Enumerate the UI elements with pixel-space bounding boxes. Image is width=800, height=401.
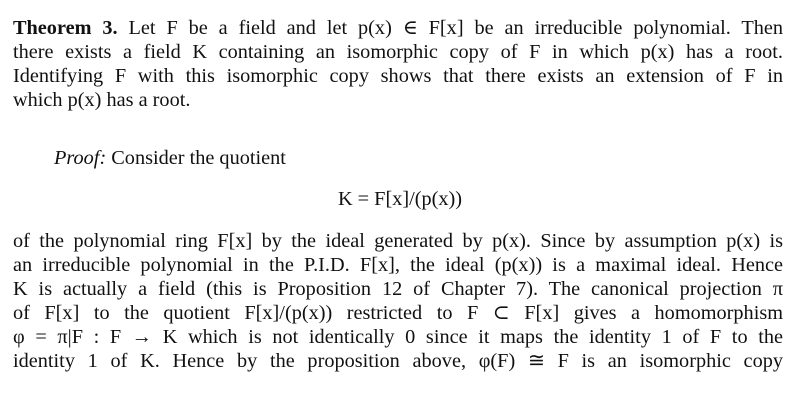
proof-line-5: φ = π|F : F → K which is not identically 0 since it maps the identity 1 of F to the (13, 326, 783, 348)
proof-line-6: identity 1 of K. Hence by the proposition above, φ(F) ≅ F is an isomorphic copy (13, 350, 783, 372)
theorem-line-2: there exists a field K containing an isomorphic copy of F in which p(x) has a root. (13, 41, 783, 63)
theorem-text-1: Let F be a field and let p(x) ∈ F[x] be an irreducible polynomial. Then (117, 17, 784, 39)
proof-intro-line (54, 146, 286, 170)
proof-line-3: K is actually a field (this is Proposition 12 of Chapter 7). The canonical projection π (13, 278, 783, 300)
display-equation: K = F[x]/(p(x)) (337, 188, 463, 210)
proof-line-2: an irreducible polynomial in the P.I.D. F[x], the ideal (p(x)) is a maximal ideal. Hence (13, 254, 783, 276)
proof-line-1: of the polynomial ring F[x] by the ideal generated by p(x). Since by assumption p(x) is (13, 230, 783, 252)
theorem-line-3: Identifying F with this isomorphic copy shows that there exists an extension of F in (13, 65, 783, 87)
proof-intro-text: Consider the quotient (106, 147, 286, 169)
theorem-label: Theorem 3. (13, 17, 118, 39)
proof-line-4: of F[x] to the quotient F[x]/(p(x)) restricted to F ⊂ F[x] gives a homomorphism (13, 302, 783, 324)
proof-label: Proof: (54, 147, 107, 169)
theorem-line-4: which p(x) has a root. (13, 89, 191, 111)
theorem-line-1 (13, 16, 783, 40)
